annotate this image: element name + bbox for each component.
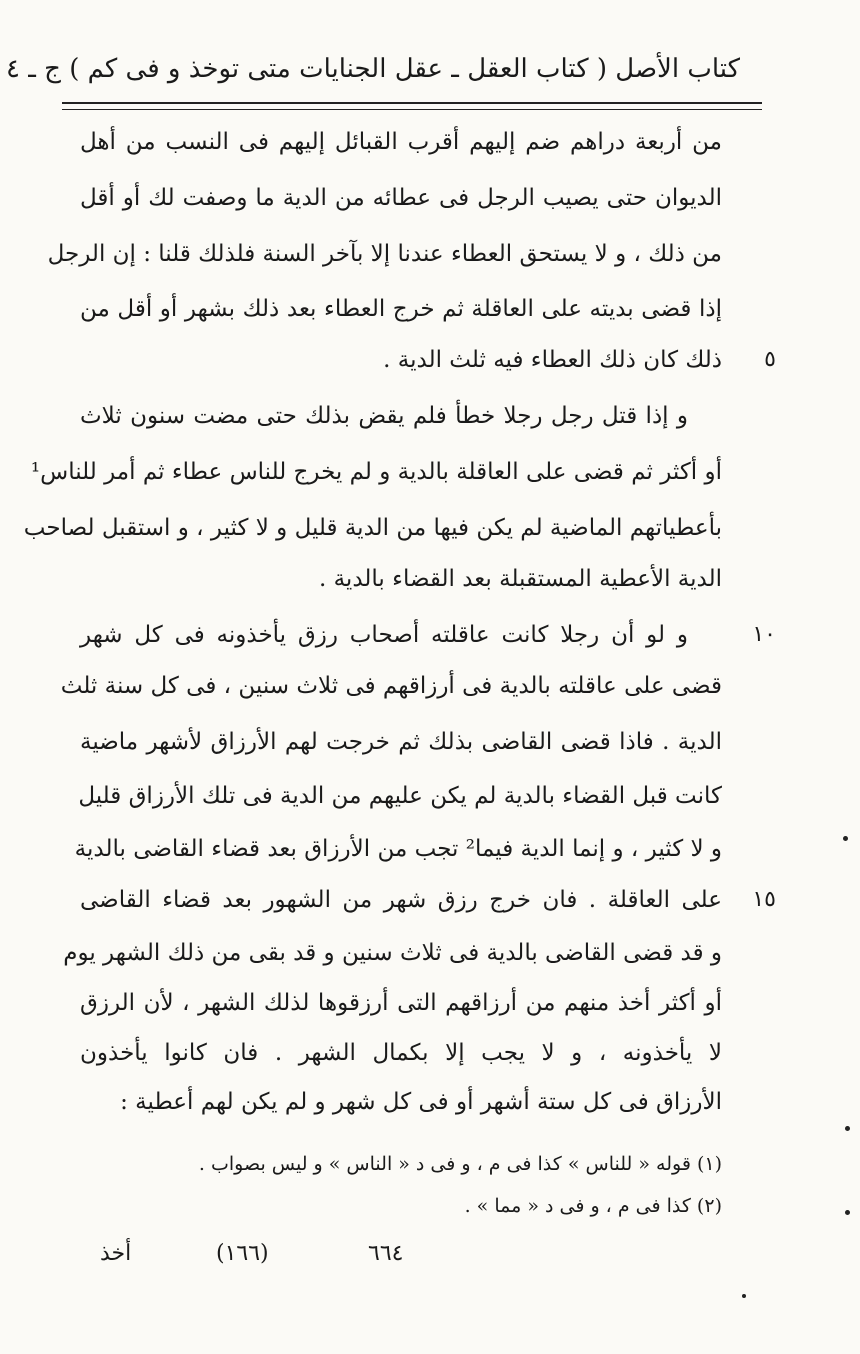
text-line: كانت قبل القضاء بالدية لم يكن عليهم من الدية فى تلك الأرزاق قليل	[78, 783, 722, 809]
text-line: قضى على عاقلته بالدية فى أرزاقهم فى ثلاث سنين ، فى كل سنة ثلث	[60, 673, 722, 699]
line-number: ١٥	[752, 887, 776, 912]
text-line: و قد قضى القاضى بالدية فى ثلاث سنين و قد بقى من ذلك الشهر يوم	[63, 940, 722, 966]
text-line: إذا قضى بديته على العاقلة ثم خرج العطاء بعد ذلك بشهر أو أقل من	[80, 296, 722, 322]
text-line: أو أكثر ثم قضى على العاقلة بالدية و لم يخرج للناس عطاء ثم أمر للناس¹	[30, 459, 722, 485]
catchword: أخذ	[100, 1241, 132, 1266]
text-line: الدية . فاذا قضى القاضى بذلك ثم خرجت لهم الأرزاق لأشهر ماضية	[80, 729, 722, 755]
line-number: ١٠	[752, 622, 776, 647]
text-line: من ذلك ، و لا يستحق العطاء عندنا إلا بآخر السنة فلذلك قلنا : إن الرجل	[47, 241, 722, 267]
text-line: و لو أن رجلا كانت عاقلته أصحاب رزق يأخذونه فى كل شهر	[80, 622, 688, 648]
margin-speck	[845, 1126, 850, 1131]
text-line: بأعطياتهم الماضية لم يكن فيها من الدية قليل و لا كثير ، و استقبل لصاحب	[23, 515, 722, 541]
running-header: كتاب الأصل ( كتاب العقل ـ عقل الجنايات متى توخذ و فى كم ) ج ـ ٤	[6, 54, 740, 84]
header-rule-thin	[62, 109, 762, 110]
page-number: ٦٦٤	[368, 1241, 404, 1266]
text-line: الأرزاق فى كل ستة أشهر أو فى كل شهر و لم يكن لهم أعطية :	[120, 1089, 722, 1115]
text-line: الديوان حتى يصيب الرجل فى عطائه من الدية ما وصفت لك أو أقل	[80, 185, 722, 211]
text-line: و لا كثير ، و إنما الدية فيما² تجب من الأرزاق بعد قضاء القاضى بالدية	[74, 836, 722, 862]
text-line: لا يأخذونه ، و لا يجب إلا بكمال الشهر . فان كانوا يأخذون	[80, 1040, 722, 1066]
text-line: ذلك كان ذلك العطاء فيه ثلث الدية .	[383, 347, 722, 373]
footnote: (٢) كذا فى م ، و فى د « مما » .	[464, 1195, 722, 1217]
margin-speck	[843, 836, 848, 841]
text-line: من أربعة دراهم ضم إليهم أقرب القبائل إليهم فى النسب من أهل	[80, 129, 722, 155]
margin-speck	[845, 1210, 850, 1215]
header-rule-thick	[62, 102, 762, 104]
text-line: على العاقلة . فان خرج رزق شهر من الشهور بعد قضاء القاضى	[80, 887, 722, 913]
text-line: أو أكثر أخذ منهم من أرزاقهم التى أرزقوها لذلك الشهر ، لأن الرزق	[80, 990, 722, 1016]
footnote: (١) قوله « للناس » كذا فى م ، و فى د « الناس » و ليس بصواب .	[198, 1153, 722, 1175]
text-line: و إذا قتل رجل رجلا خطأ فلم يقض بذلك حتى مضت سنون ثلاث	[80, 403, 688, 429]
margin-speck	[742, 1294, 746, 1298]
line-number: ٥	[764, 347, 776, 372]
text-line: الدية الأعطية المستقبلة بعد القضاء بالدية .	[318, 566, 722, 592]
sheet-number: (١٦٦)	[216, 1241, 269, 1266]
